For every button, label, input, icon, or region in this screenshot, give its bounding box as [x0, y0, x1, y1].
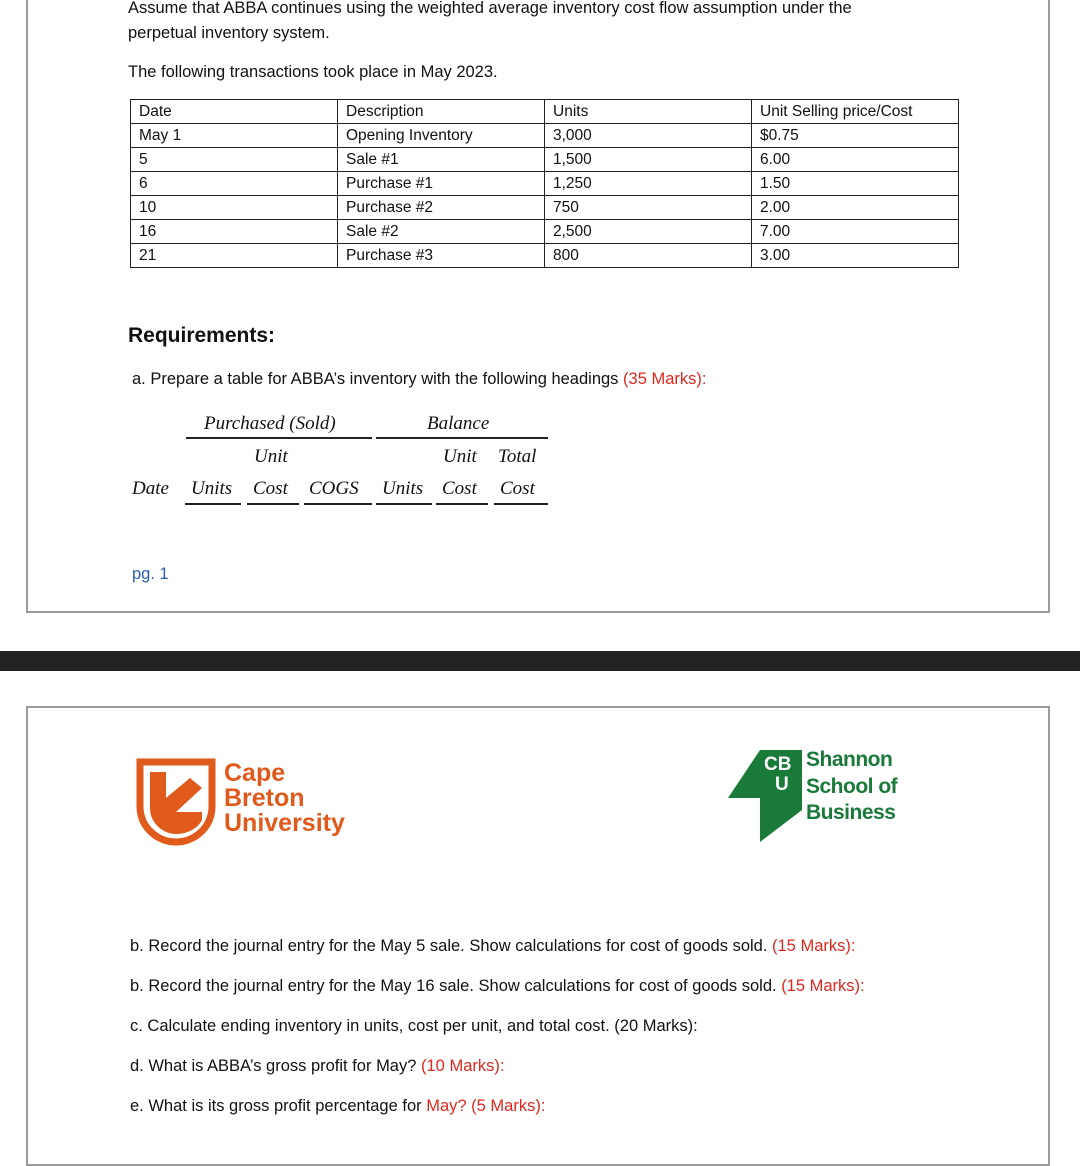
- shannon-line-1: Shannon: [806, 748, 893, 771]
- cell-description: Purchase #2: [338, 196, 545, 220]
- requirements-title: Requirements:: [128, 324, 276, 347]
- transactions-intro: The following transactions took place in May 2023.: [128, 63, 498, 81]
- cell-units: 3,000: [545, 124, 752, 148]
- heading-underline: [247, 503, 299, 505]
- heading-underline: [304, 503, 372, 505]
- heading-unit-1: Unit: [254, 446, 288, 467]
- heading-balance: Balance: [427, 413, 490, 434]
- header-description: Description: [338, 100, 545, 124]
- heading-underline: [436, 503, 488, 505]
- heading-underline: [376, 503, 432, 505]
- cell-units: 1,250: [545, 172, 752, 196]
- table-header-row: [131, 100, 959, 124]
- cell-price: 7.00: [752, 220, 959, 244]
- shannon-line-2: School of: [806, 775, 898, 798]
- cell-units: 800: [545, 244, 752, 268]
- table-row: [131, 124, 959, 148]
- cell-date: May 1: [131, 124, 338, 148]
- shannon-logo: [726, 748, 804, 849]
- cell-date: 10: [131, 196, 338, 220]
- question-b-may16: [130, 977, 865, 996]
- heading-cost-1: Cost: [253, 478, 288, 499]
- intro-line-2: perpetual inventory system.: [128, 24, 330, 42]
- requirement-a: [132, 370, 706, 389]
- cell-price: 3.00: [752, 244, 959, 268]
- table-row: [131, 220, 959, 244]
- header-units: Units: [545, 100, 752, 124]
- cbu-logo: [136, 758, 216, 851]
- heading-purchased-sold: Purchased (Sold): [204, 413, 336, 434]
- cell-date: 6: [131, 172, 338, 196]
- heading-cogs: COGS: [309, 478, 359, 499]
- heading-unit-2: Unit: [443, 446, 477, 467]
- question-text: b. Record the journal entry for the May 16 sale. Show calculations for cost of goods sold.: [130, 977, 777, 995]
- cbu-logo-line-2: Breton: [224, 784, 305, 812]
- table-row: [131, 172, 959, 196]
- table-row: [131, 244, 959, 268]
- question-marks: (10 Marks):: [421, 1057, 505, 1075]
- cell-description: Sale #2: [338, 220, 545, 244]
- cbu-logo-line-3: University: [224, 809, 345, 837]
- question-b-may5: [130, 937, 855, 956]
- header-date: Date: [131, 100, 338, 124]
- svg-text:CB: CB: [764, 754, 792, 775]
- cell-description: Purchase #1: [338, 172, 545, 196]
- header-unit-price: Unit Selling price/Cost: [752, 100, 959, 124]
- cell-price: 2.00: [752, 196, 959, 220]
- heading-underline: [376, 437, 548, 439]
- heading-underline: [494, 503, 548, 505]
- page-number: pg. 1: [132, 565, 169, 583]
- heading-underline: [185, 503, 241, 505]
- cell-date: 5: [131, 148, 338, 172]
- transactions-table: [130, 99, 959, 268]
- document-page-2: [26, 706, 1050, 1166]
- requirement-a-marks: (35 Marks):: [623, 370, 707, 388]
- table-row: [131, 196, 959, 220]
- heading-units-1: Units: [191, 478, 233, 499]
- cell-date: 16: [131, 220, 338, 244]
- question-text: e. What is its gross profit percentage for: [130, 1097, 422, 1115]
- cbu-logo-line-1: Cape: [224, 759, 286, 787]
- question-marks: (15 Marks):: [772, 937, 856, 955]
- question-text: b. Record the journal entry for the May 5 sale. Show calculations for cost of goods sold.: [130, 937, 768, 955]
- cell-description: Purchase #3: [338, 244, 545, 268]
- svg-text:U: U: [775, 774, 789, 795]
- page-divider: [0, 651, 1080, 671]
- requirement-a-text: a. Prepare a table for ABBA’s inventory with the following headings: [132, 370, 619, 388]
- cell-units: 1,500: [545, 148, 752, 172]
- cell-price: 6.00: [752, 148, 959, 172]
- question-text: c. Calculate ending inventory in units, cost per unit, and total cost. (20 Marks):: [130, 1017, 698, 1035]
- intro-line-1: Assume that ABBA continues using the weighted average inventory cost flow assumption under the: [128, 0, 852, 17]
- heading-underline: [186, 437, 372, 439]
- shannon-mark-icon: [726, 748, 804, 844]
- cell-units: 2,500: [545, 220, 752, 244]
- shannon-line-3: Business: [806, 801, 896, 824]
- cell-date: 21: [131, 244, 338, 268]
- cell-description: Opening Inventory: [338, 124, 545, 148]
- question-marks: May? (5 Marks):: [426, 1097, 546, 1115]
- heading-units-2: Units: [382, 478, 424, 499]
- cell-description: Sale #1: [338, 148, 545, 172]
- question-text: d. What is ABBA’s gross profit for May?: [130, 1057, 417, 1075]
- question-d: [130, 1057, 504, 1076]
- heading-total: Total: [498, 446, 537, 467]
- heading-date: Date: [132, 478, 169, 499]
- heading-cost-2: Cost: [442, 478, 477, 499]
- question-e: [130, 1097, 545, 1116]
- heading-cost-3: Cost: [500, 478, 535, 499]
- cell-price: 1.50: [752, 172, 959, 196]
- table-row: [131, 148, 959, 172]
- question-c: [130, 1017, 698, 1036]
- cell-price: $0.75: [752, 124, 959, 148]
- cbu-shield-icon: [136, 758, 216, 846]
- question-marks: (15 Marks):: [781, 977, 865, 995]
- cell-units: 750: [545, 196, 752, 220]
- document-page-1: [26, 0, 1050, 613]
